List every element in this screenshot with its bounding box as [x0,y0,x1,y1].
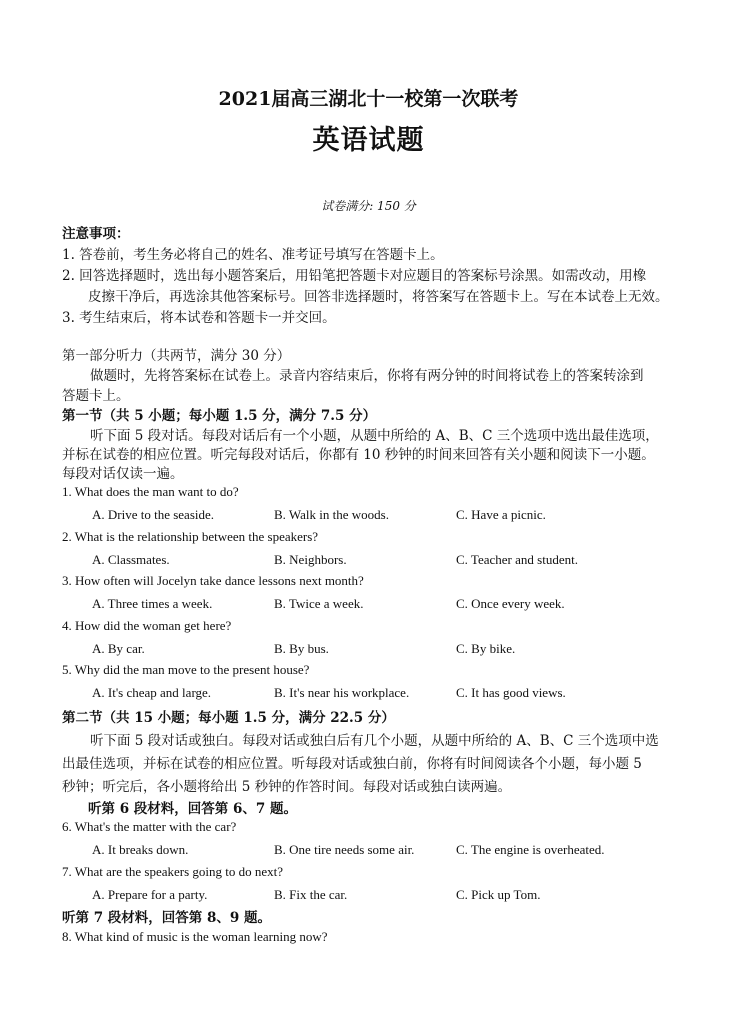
material-7-heading: 听第 7 段材料，回答第 8、9 题。 [62,910,271,926]
option-a[interactable]: A. Three times a week. [92,596,213,611]
section2-heading: 第二节（共 15 小题；每小题 1.5 分，满分 22.5 分） [62,710,395,726]
note-item: 3. 考生结束后，将本试卷和答题卡一并交回。 [62,310,336,326]
question-1: 1. What does the man want to do? [62,484,239,499]
option-a[interactable]: A. Classmates. [92,552,170,567]
option-c[interactable]: C. It has good views. [456,685,566,700]
option-b[interactable]: B. Twice a week. [274,596,364,611]
notes-heading: 注意事项： [62,226,130,242]
option-c[interactable]: C. The engine is overheated. [456,842,605,857]
question-6: 6. What's the matter with the car? [62,819,237,834]
part1-heading: 第一部分听力（共两节，满分 30 分） [62,348,291,364]
section2-intro: 出最佳选项，并标在试卷的相应位置。听每段对话或独白前，你将有时间阅读各个小题，每小题 5 [62,756,642,772]
part1-intro: 做题时，先将答案标在试卷上。录音内容结束后，你将有两分钟的时间将试卷上的答案转涂到 [90,368,644,384]
note-item: 2. 回答选择题时，选出每小题答案后，用铅笔把答题卡对应题目的答案标号涂黑。如需改动，用橡 [62,268,647,284]
option-a[interactable]: A. It's cheap and large. [92,685,212,700]
option-a[interactable]: A. It breaks down. [92,842,189,857]
option-b[interactable]: B. One tire needs some air. [274,842,415,857]
option-c[interactable]: C. Have a picnic. [456,507,546,522]
note-item: 1. 答卷前，考生务必将自己的姓名、准考证号填写在答题卡上。 [62,247,444,263]
section1-intro: 听下面 5 段对话。每段对话后有一个小题，从题中所给的 A、B、C 三个选项中选出最佳选项， [90,428,659,444]
option-b[interactable]: B. It's near his workplace. [274,685,410,700]
option-c[interactable]: C. Teacher and student. [456,552,578,567]
question-2: 2. What is the relationship between the speakers? [62,529,319,544]
note-item: 皮擦干净后，再选涂其他答案标号。回答非选择题时，将答案写在答题卡上。写在本试卷上无效。 [88,289,669,305]
option-a[interactable]: A. By car. [92,641,145,656]
question-7: 7. What are the speakers going to do next? [62,864,284,879]
subject-title: 英语试题 [312,125,425,156]
option-a[interactable]: A. Drive to the seaside. [92,507,215,522]
option-c[interactable]: C. Pick up Tom. [456,887,541,902]
full-score: 试卷满分: 150 分 [321,199,416,213]
question-8: 8. What kind of music is the woman learning now? [62,929,328,944]
option-a[interactable]: A. Prepare for a party. [92,887,208,902]
option-b[interactable]: B. Neighbors. [274,552,347,567]
option-b[interactable]: B. By bus. [274,641,329,656]
part1-intro: 答题卡上。 [62,388,130,404]
section2-intro: 听下面 5 段对话或独白。每段对话或独白后有几个小题，从题中所给的 A、B、C 三个选项中选 [90,733,659,749]
option-b[interactable]: B. Walk in the woods. [274,507,389,522]
question-4: 4. How did the woman get here? [62,618,232,633]
exam-title: 2021届高三湖北十一校第一次联考 [218,88,519,110]
question-5: 5. Why did the man move to the present house? [62,662,310,677]
section1-intro: 每段对话仅读一遍。 [62,466,184,482]
section1-heading: 第一节（共 5 小题；每小题 1.5 分，满分 7.5 分） [62,408,377,424]
material-6-heading: 听第 6 段材料，回答第 6、7 题。 [88,801,297,817]
question-3: 3. How often will Jocelyn take dance lessons next month? [62,573,364,588]
section2-intro: 秒钟；听完后，各小题将给出 5 秒钟的作答时间。每段对话或独白读两遍。 [62,779,512,795]
option-b[interactable]: B. Fix the car. [274,887,348,902]
option-c[interactable]: C. By bike. [456,641,516,656]
option-c[interactable]: C. Once every week. [456,596,565,611]
section1-intro: 并标在试卷的相应位置。听完每段对话后，你都有 10 秒钟的时间来回答有关小题和阅读下一小题。 [62,447,655,463]
